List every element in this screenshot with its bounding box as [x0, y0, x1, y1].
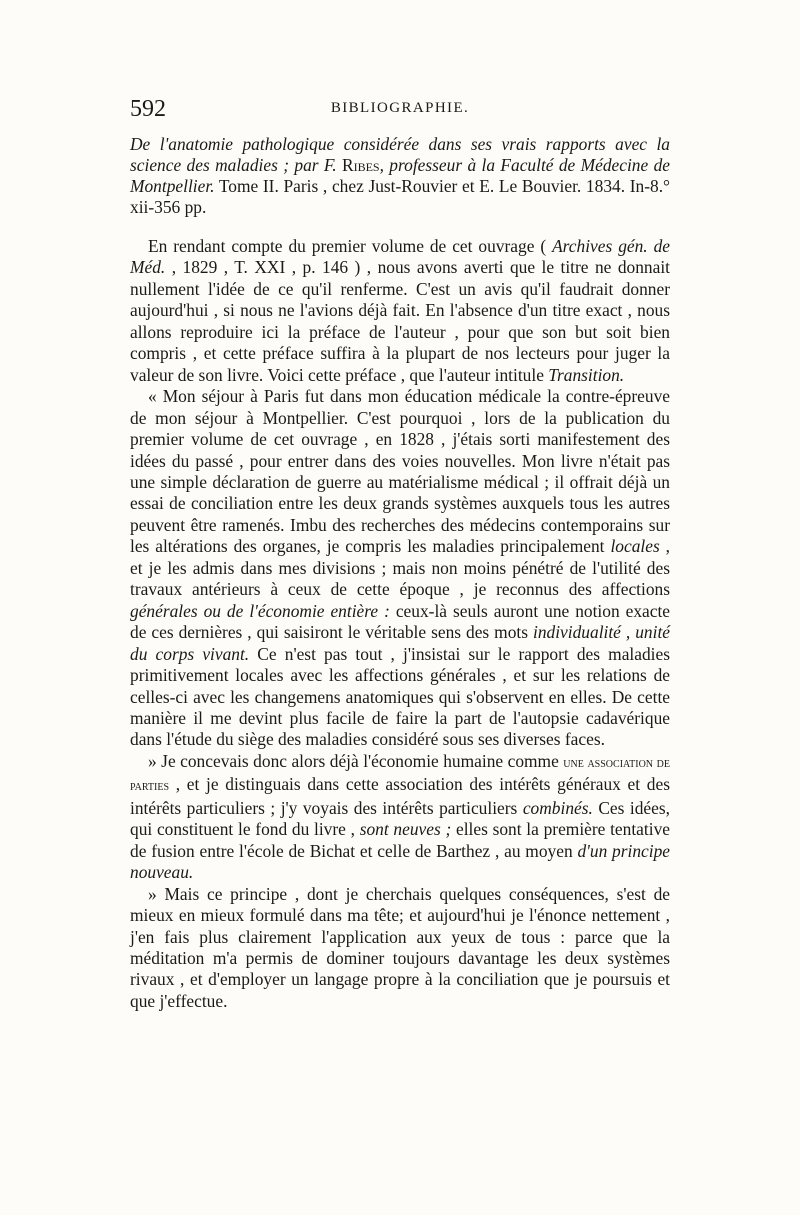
italic-text: d'un principe nouveau. [130, 840, 671, 883]
text-run: , et je distinguais dans cette association des intérêts généraux et des intérêts particuliers ; j'y voyais des intérêts particuliers [130, 774, 670, 818]
text-run: ceux-là seuls auront une notion exacte de ces dernières , qui saisiront le véritable sens des mots [130, 600, 671, 643]
running-header [130, 96, 670, 130]
italic-text: sont neuves ; [359, 819, 452, 840]
text-run: En rendant compte du premier volume de cet ouvrage ( [148, 236, 553, 256]
paragraph [130, 884, 670, 1013]
italic-text: générales ou de l'économie entière : [130, 600, 390, 621]
text-run: Ce n'est pas tout , j'insistai sur le rapport des maladies primitivement locales avec les affections générales , et sur les relations de celles-ci avec les changemens anatomiques qui s'observent en elles. De cette manière il me devint plus facile de faire la part de l'autopsie cadavérique dans l'étude du siège des maladies considéré sous ses diverses faces. [130, 643, 670, 750]
running-title: BIBLIOGRAPHIE. [330, 100, 470, 116]
paragraph [130, 236, 670, 386]
text-run: » Mais ce principe , dont je cherchais quelques conséquences, s'est de mieux en mieux formulé dans ma tête; et aujourd'hui je l'énonce nettement , j'en fais plus clairement l'application aux yeux de tous : parce que la méditation m'a permis de dominer toujours davantage les deux systèmes rivaux , et d'employer un langage propre à la conciliation que je poursuis et que j'effectue. [130, 883, 670, 1011]
italic-text: individualité , unité du corps vivant. [130, 622, 670, 664]
text-run: « Mon séjour à Paris fut dans mon éducation médicale la contre-épreuve de mon séjour à Montpellier. C'est pourquoi , lors de la publication du premier volume de cet ouvrage , en 1828 , j'étais sorti manifestement des idées du passé , pour entrer dans des voies nouvelles. Mon livre n'était pas une simple déclaration de guerre au matérialisme médical ; il offrait déjà un essai de conciliation entre les deux grands systèmes auxquels tous les autres peuvent être ramenés. Imbu des recherches des médecins contemporains sur les altérations des organes, je compris les maladies principalement [130, 386, 670, 557]
small-caps-text: une association de parties [130, 755, 670, 795]
italic-text: Transition. [548, 364, 625, 385]
page-number: 592 [130, 96, 166, 122]
paragraph [130, 751, 670, 884]
italic-text: locales [610, 536, 660, 557]
review-body [130, 236, 670, 1012]
bibliographic-entry [130, 134, 670, 218]
text-run: » Je concevais donc alors déjà l'économie humaine comme [148, 750, 564, 771]
author-affiliation: , professeur à la Faculté de Médecine de Montpellier. [130, 155, 670, 196]
text-run: , et je les admis dans mes divisions ; mais non moins pénétré de l'utilité des travaux antérieurs à ceux de cette époque , je reconnus des affections [130, 536, 670, 600]
author-name: Ribes [341, 155, 380, 175]
italic-text: Archives gén. de Méd. [130, 236, 670, 278]
paragraph [130, 386, 670, 751]
publication-details: Tome II. Paris , chez Just-Rouvier et E. Le Bouvier. 1834. In-8.° xii-356 pp. [130, 176, 670, 217]
text-run: elles sont la première tentative de fusion entre l'école de Bichat et celle de Barthez , au moyen [130, 819, 670, 861]
italic-text: combinés. [522, 797, 593, 818]
book-title: De l'anatomie pathologique considérée dans ses vrais rapports avec la science des maladies ; par F. [130, 134, 670, 175]
text-run: Ces idées, qui constituent le fond du livre , [130, 797, 670, 840]
text-run: , 1829 , T. XXI , p. 146 ) , nous avons averti que le titre ne donnait nullement l'idée de ce qu'il renferme. C'est un avis qu'il faudrait donner aujourd'hui , si nous ne l'avions déjà fait. En l'absence d'un titre exact , nous allons reproduire ici la préface de l'auteur , pour que son but soit bien compris , et cette préface suffira à la plupart de nos lecteurs pour juger la valeur de son livre. Voici cette préface , que l'auteur intitule [130, 257, 670, 385]
